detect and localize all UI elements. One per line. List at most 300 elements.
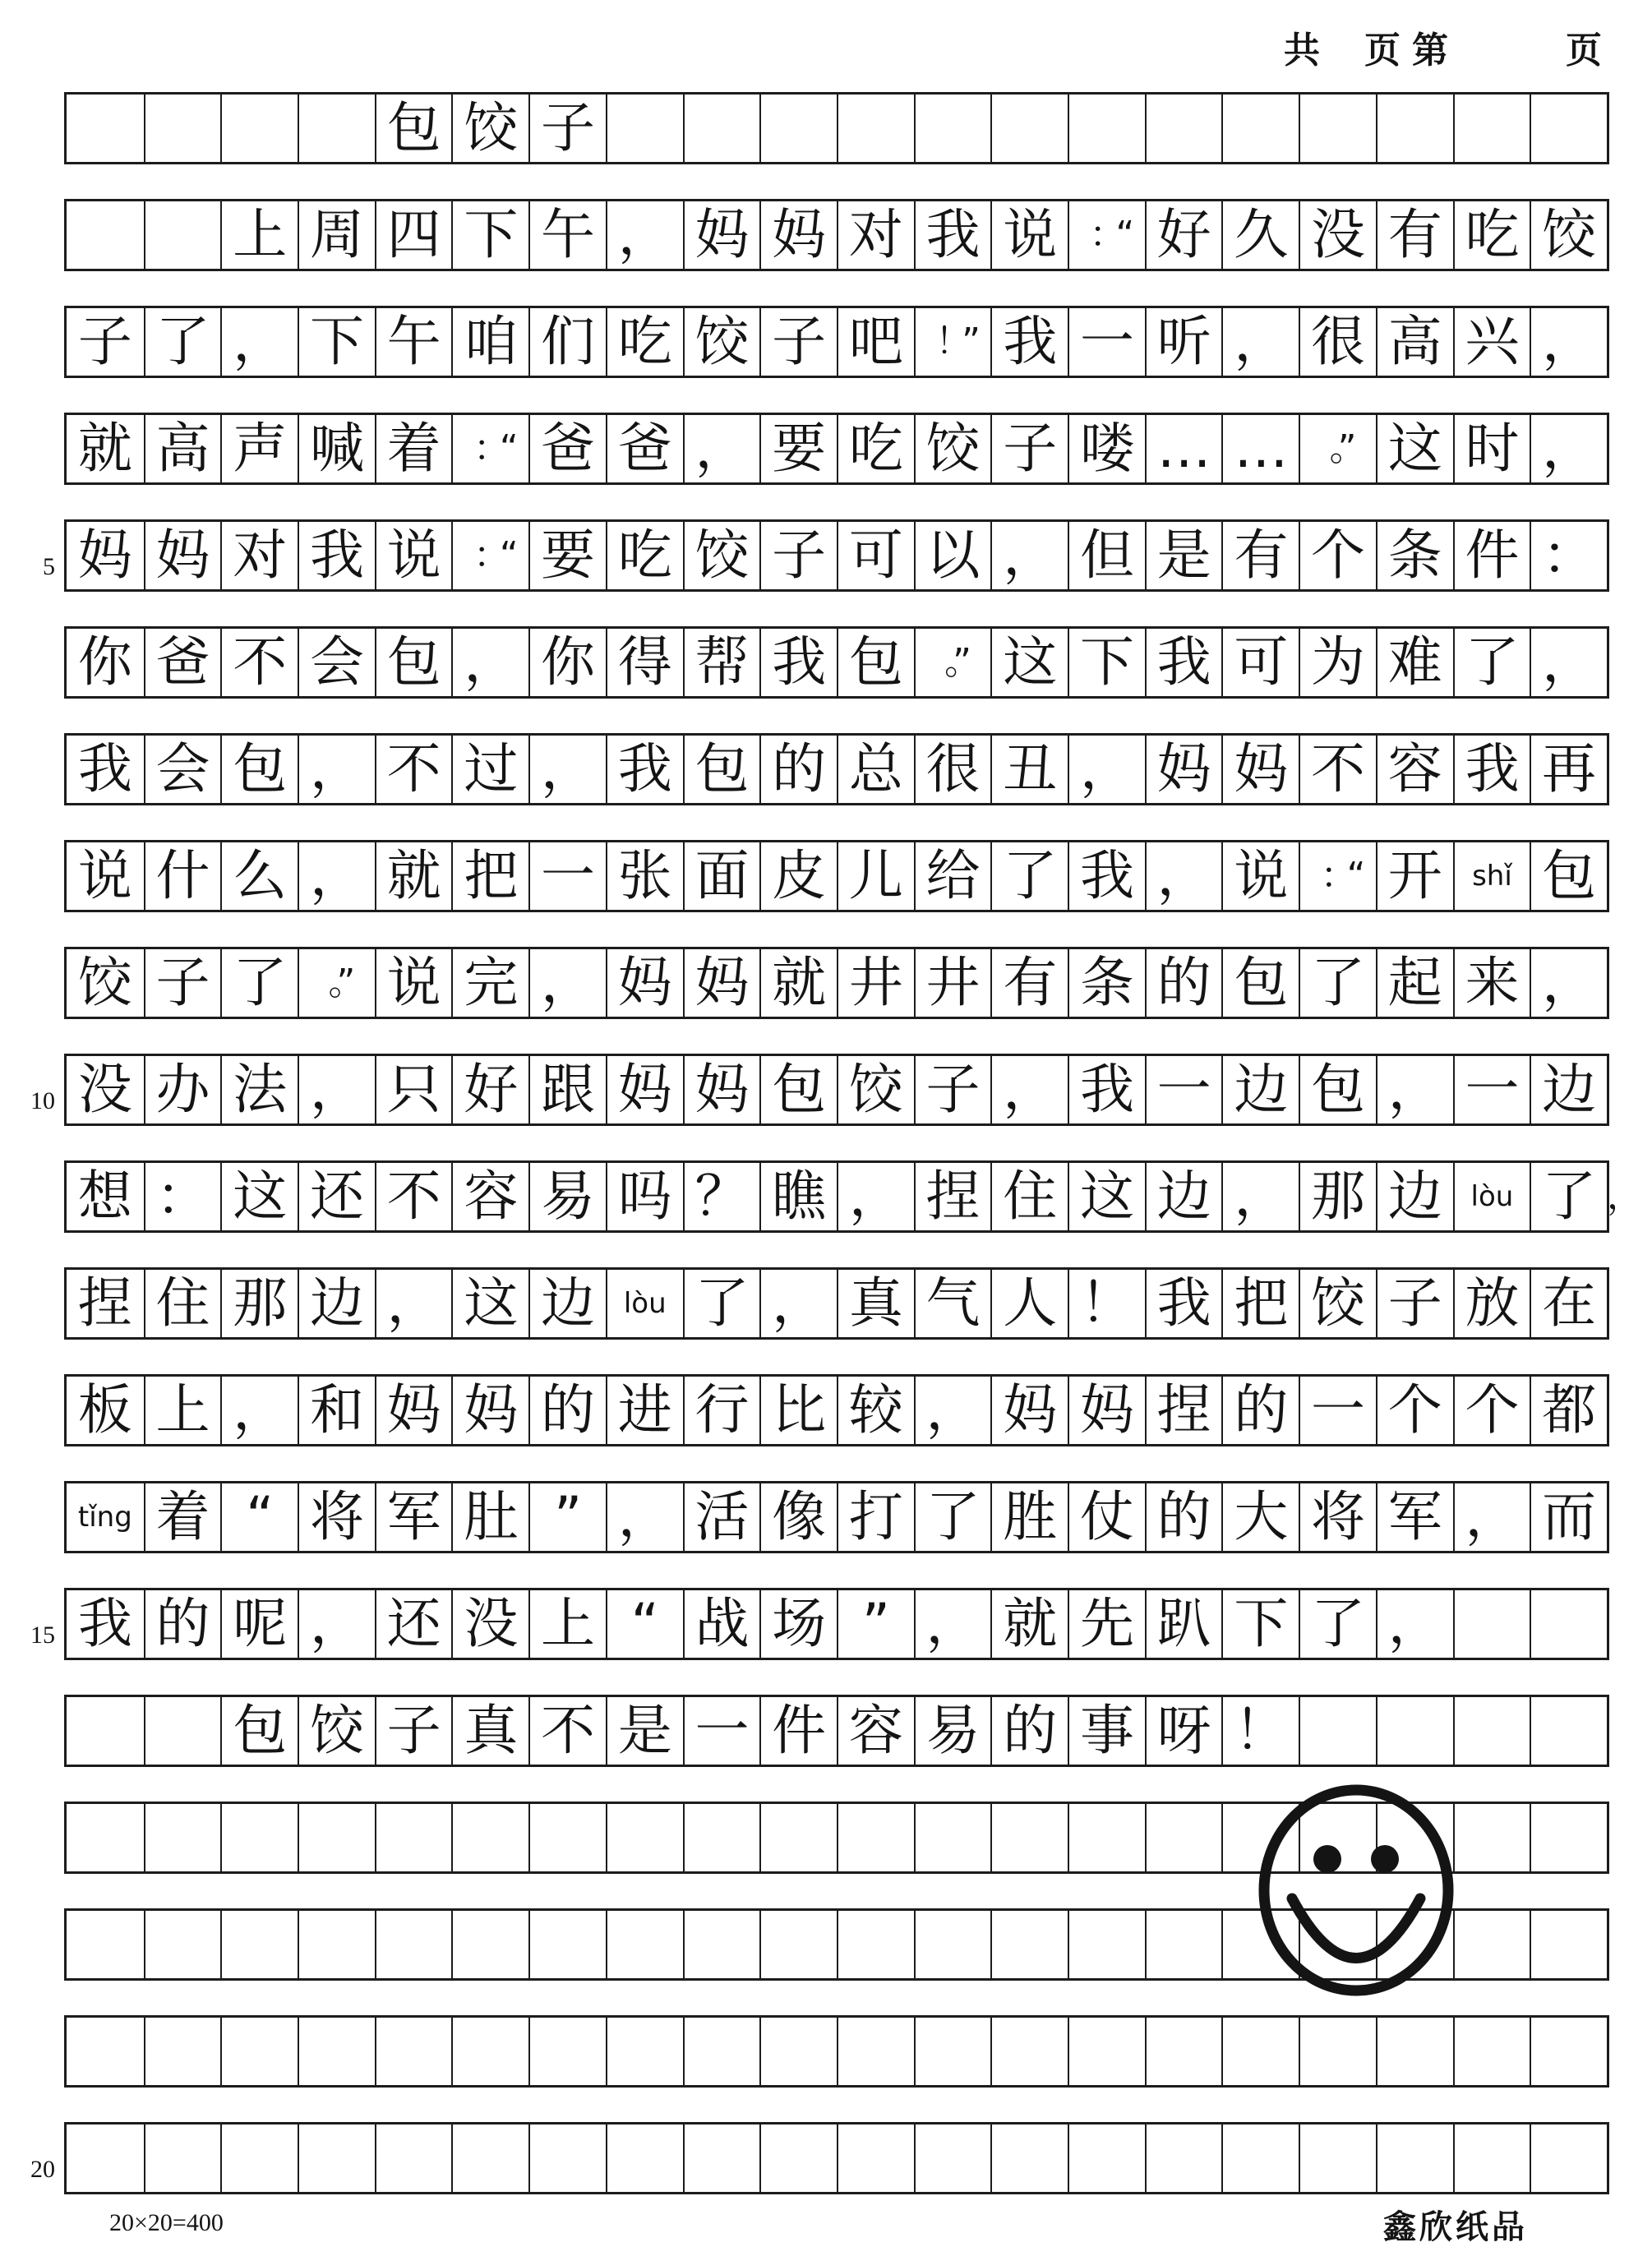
handwritten-character: 都	[1530, 1377, 1607, 1444]
empty-grid-cell	[1221, 2125, 1299, 2192]
handwritten-character: 个	[1453, 1377, 1530, 1444]
handwritten-character: 你	[528, 629, 606, 696]
handwritten-character: 饺	[1530, 201, 1607, 269]
handwritten-character: 爸	[606, 415, 683, 482]
handwritten-character: 了	[1453, 629, 1530, 696]
empty-grid-cell	[375, 1804, 452, 1871]
empty-grid-cell	[1376, 1697, 1453, 1765]
handwritten-character: 人	[990, 1270, 1068, 1337]
handwritten-character: 瞧	[759, 1163, 837, 1230]
handwritten-character: 还	[375, 1590, 452, 1658]
handwritten-character: 张	[606, 842, 683, 910]
empty-grid-cell	[759, 2125, 837, 2192]
handwritten-character: ，	[220, 1377, 298, 1444]
empty-grid-cell	[759, 1804, 837, 1871]
handwritten-character: ！	[1068, 1270, 1145, 1337]
handwritten-character: 仗	[1068, 1483, 1145, 1551]
handwritten-character: 再	[1530, 736, 1607, 803]
handwritten-character: 饺	[77, 951, 132, 1014]
handwritten-character: 好	[1145, 201, 1222, 269]
empty-grid-cell	[837, 2125, 914, 2192]
handwritten-character: 子	[528, 95, 606, 162]
grid-row	[64, 1374, 1609, 1446]
handwritten-character: 很	[1299, 308, 1376, 376]
handwritten-character: 边	[528, 1270, 606, 1337]
handwritten-character: 下	[451, 201, 528, 269]
handwritten-character: 包	[220, 736, 298, 803]
handwritten-character: 包	[375, 629, 452, 696]
handwritten-character: 饺	[451, 95, 528, 162]
empty-grid-cell	[1068, 1804, 1145, 1871]
empty-grid-cell	[837, 1911, 914, 1978]
handwritten-character: 下	[298, 308, 375, 376]
handwritten-character: 打	[837, 1483, 914, 1551]
empty-grid-cell	[1145, 1911, 1222, 1978]
handwritten-character: 了	[990, 842, 1068, 910]
empty-grid-cell	[914, 2018, 991, 2085]
handwritten-character: 条	[1376, 522, 1453, 589]
grid-row	[30, 1588, 1609, 1660]
handwritten-character: ：	[1530, 522, 1607, 589]
handwritten-character: 了	[914, 1483, 991, 1551]
line-number-label: 5	[43, 553, 55, 580]
handwritten-character: 的	[759, 736, 837, 803]
handwritten-character: ：“	[451, 522, 528, 589]
empty-grid-cell	[683, 1911, 760, 1978]
handwritten-character: 吃	[837, 415, 914, 482]
empty-grid-cell	[528, 2018, 606, 2085]
handwritten-character: 军	[1376, 1483, 1453, 1551]
handwritten-character: 面	[683, 842, 760, 910]
handwritten-character: ：	[144, 1163, 221, 1230]
line-number-label: 20	[30, 2156, 55, 2183]
handwritten-character: 。”	[914, 629, 991, 696]
empty-grid-cell	[1221, 95, 1299, 162]
handwritten-character: 呀	[1145, 1697, 1222, 1765]
empty-grid-cell	[606, 2125, 683, 2192]
paper-brand-label: 鑫欣纸品	[1383, 2208, 1528, 2246]
empty-grid-cell	[606, 2018, 683, 2085]
handwritten-character: 难	[1376, 629, 1453, 696]
handwritten-character: 帮	[683, 629, 760, 696]
handwritten-character: ，	[528, 736, 606, 803]
empty-grid-cell	[1453, 2018, 1530, 2085]
handwritten-character: 子	[144, 949, 221, 1017]
handwritten-character: 我	[759, 629, 837, 696]
empty-grid-cell	[375, 1911, 452, 1978]
handwritten-character: 午	[375, 308, 452, 376]
handwritten-character: ”	[528, 1483, 606, 1551]
handwritten-character: 不	[528, 1697, 606, 1765]
handwritten-character: 想	[77, 1165, 132, 1228]
handwritten-character: 妈	[683, 1056, 760, 1123]
handwritten-character: 条	[1068, 949, 1145, 1017]
handwritten-character: 喊	[298, 415, 375, 482]
handwritten-character: 的	[1145, 949, 1222, 1017]
handwritten-character: …	[1221, 415, 1299, 482]
empty-grid-cell	[144, 1804, 221, 1871]
empty-grid-cell	[837, 95, 914, 162]
empty-grid-cell	[1530, 2125, 1607, 2192]
empty-grid-cell	[1453, 1697, 1530, 1765]
handwritten-character: 你	[77, 630, 132, 694]
handwritten-character: ，	[298, 1056, 375, 1123]
handwritten-character: 场	[759, 1590, 837, 1658]
handwritten-character: 一	[1299, 1377, 1376, 1444]
handwritten-character: 听	[1145, 308, 1222, 376]
handwritten-character: 说	[375, 949, 452, 1017]
empty-grid-cell	[914, 1911, 991, 1978]
handwritten-character: 周	[298, 201, 375, 269]
handwritten-character: 妈	[144, 522, 221, 589]
handwritten-character: 上	[528, 1590, 606, 1658]
handwritten-character: 给	[914, 842, 991, 910]
empty-grid-cell	[1530, 95, 1607, 162]
handwritten-character: 饺	[683, 308, 760, 376]
empty-grid-cell	[1453, 95, 1530, 162]
handwritten-character: 我	[1068, 842, 1145, 910]
handwritten-character: 把	[1221, 1270, 1299, 1337]
total-pages-label: 共	[1284, 30, 1320, 72]
grid-row	[64, 306, 1609, 378]
handwritten-character: …	[1145, 415, 1222, 482]
empty-grid-cell	[990, 2018, 1068, 2085]
empty-grid-cell	[683, 1804, 760, 1871]
empty-grid-cell	[220, 2018, 298, 2085]
empty-grid-cell	[837, 2018, 914, 2085]
handwritten-character: 这	[1068, 1163, 1145, 1230]
line-number-label: 10	[30, 1087, 55, 1114]
empty-grid-cell	[67, 2018, 144, 2085]
handwritten-character: 那	[220, 1270, 298, 1337]
handwritten-character: 是	[1145, 522, 1222, 589]
handwritten-character: ，	[990, 522, 1068, 589]
empty-grid-cell	[1068, 1911, 1145, 1978]
handwritten-character: 气	[914, 1270, 991, 1337]
empty-grid-cell	[298, 1911, 375, 1978]
handwritten-character: 容	[451, 1163, 528, 1230]
handwritten-character: 妈	[683, 949, 760, 1017]
handwritten-character: 吃	[606, 308, 683, 376]
handwritten-character: ，	[759, 1270, 837, 1337]
handwritten-character: 个	[1376, 1377, 1453, 1444]
handwritten-character: 的	[144, 1590, 221, 1658]
handwritten-character: 高	[1376, 308, 1453, 376]
handwritten-character: 我	[1145, 629, 1222, 696]
empty-grid-cell	[528, 1804, 606, 1871]
handwritten-character: 捏	[77, 1271, 132, 1335]
empty-grid-cell	[144, 1911, 221, 1978]
handwritten-character: ，	[683, 415, 760, 482]
handwritten-character: 起	[1376, 949, 1453, 1017]
handwritten-character: 我	[77, 1592, 132, 1655]
handwritten-character: 大	[1221, 1483, 1299, 1551]
handwritten-character: 妈	[990, 1377, 1068, 1444]
handwritten-character: 妈	[1068, 1377, 1145, 1444]
empty-grid-cell	[1145, 2018, 1222, 2085]
handwritten-character: 行	[683, 1377, 760, 1444]
empty-grid-cell	[298, 95, 375, 162]
handwritten-character: 包	[1530, 842, 1607, 910]
handwritten-character: 我	[990, 308, 1068, 376]
handwritten-character: 肚	[451, 1483, 528, 1551]
handwritten-character: 妈	[759, 201, 837, 269]
empty-grid-cell	[144, 95, 221, 162]
handwritten-character: 不	[220, 629, 298, 696]
handwritten-character: 的	[1145, 1483, 1222, 1551]
handwritten-character: 妈	[683, 201, 760, 269]
handwritten-character: ”	[837, 1590, 914, 1658]
handwritten-character: 子	[77, 310, 132, 373]
handwritten-character: 着	[375, 415, 452, 482]
handwritten-character: 上	[144, 1377, 221, 1444]
handwritten-character: 这	[451, 1270, 528, 1337]
empty-grid-cell	[1530, 1590, 1607, 1658]
handwritten-character: ，	[375, 1270, 452, 1337]
empty-grid-cell	[1376, 2125, 1453, 2192]
handwritten-character: 和	[298, 1377, 375, 1444]
handwritten-character: 较	[837, 1377, 914, 1444]
empty-grid-cell	[1145, 95, 1222, 162]
grid-row	[64, 413, 1609, 485]
handwritten-character: 饺	[1299, 1270, 1376, 1337]
handwritten-character: 真	[451, 1697, 528, 1765]
left-eye	[1313, 1845, 1341, 1873]
handwritten-character: ，	[914, 1377, 991, 1444]
empty-grid-cell	[990, 95, 1068, 162]
handwritten-character: 事	[1068, 1697, 1145, 1765]
handwritten-character: 久	[1221, 201, 1299, 269]
empty-grid-cell	[683, 95, 760, 162]
handwritten-character: 比	[759, 1377, 837, 1444]
handwritten-character: 来	[1453, 949, 1530, 1017]
empty-grid-cell	[451, 2125, 528, 2192]
empty-grid-cell	[759, 95, 837, 162]
grid-row	[64, 2015, 1609, 2088]
handwritten-character: 妈	[77, 524, 132, 587]
handwritten-character: 吧	[837, 308, 914, 376]
smiley-face-icon	[1249, 1779, 1463, 2001]
handwritten-character: 的	[1221, 1377, 1299, 1444]
handwritten-character: 饺	[683, 522, 760, 589]
handwritten-character: 就	[77, 417, 132, 480]
handwritten-character: 易	[914, 1697, 991, 1765]
handwritten-character: ，	[1221, 1163, 1299, 1230]
handwritten-character: 容	[837, 1697, 914, 1765]
handwritten-character: 但	[1068, 522, 1145, 589]
handwritten-character: 一	[1068, 308, 1145, 376]
grid-row	[64, 1695, 1609, 1767]
handwritten-character: 住	[144, 1270, 221, 1337]
handwritten-character: 井	[914, 949, 991, 1017]
handwritten-character: 容	[1376, 736, 1453, 803]
handwritten-character: 胜	[990, 1483, 1068, 1551]
handwritten-character: 边	[1145, 1163, 1222, 1230]
handwritten-character: 妈	[606, 1056, 683, 1123]
handwritten-character: 包	[1299, 1056, 1376, 1123]
grid-row	[64, 1160, 1643, 1233]
grid-row	[64, 1267, 1609, 1340]
handwritten-character: 丑	[990, 736, 1068, 803]
handwritten-character: 上	[220, 201, 298, 269]
handwritten-character: 易	[528, 1163, 606, 1230]
handwritten-character: 着	[144, 1483, 221, 1551]
handwritten-character: 板	[77, 1378, 132, 1442]
handwritten-character: 没	[1299, 201, 1376, 269]
handwritten-character: 就	[375, 842, 452, 910]
empty-grid-cell	[298, 2125, 375, 2192]
handwritten-character: 是	[606, 1697, 683, 1765]
handwritten-character: 在	[1530, 1270, 1607, 1337]
handwritten-character: 我	[914, 201, 991, 269]
handwritten-character: ，	[606, 1483, 683, 1551]
handwritten-character: 有	[990, 949, 1068, 1017]
handwritten-character: 有	[1221, 522, 1299, 589]
handwritten-character: 什	[144, 842, 221, 910]
handwritten-character: 军	[375, 1483, 452, 1551]
handwritten-character: 活	[683, 1483, 760, 1551]
empty-grid-cell	[375, 2125, 452, 2192]
handwritten-character: 皮	[759, 842, 837, 910]
handwritten-character: 可	[1221, 629, 1299, 696]
handwritten-character: 我	[298, 522, 375, 589]
handwritten-character: 。”	[1299, 415, 1376, 482]
empty-grid-cell	[606, 1804, 683, 1871]
handwritten-character: 先	[1068, 1590, 1145, 1658]
grid-row	[30, 2122, 1609, 2194]
empty-grid-cell	[683, 2018, 760, 2085]
empty-grid-cell	[1299, 95, 1376, 162]
empty-grid-cell	[759, 2018, 837, 2085]
empty-grid-cell	[220, 1804, 298, 1871]
handwritten-character: 兴	[1453, 308, 1530, 376]
handwritten-character: 饺	[914, 415, 991, 482]
handwritten-character: 办	[144, 1056, 221, 1123]
empty-grid-cell	[1299, 1697, 1376, 1765]
handwritten-character: 包	[759, 1056, 837, 1123]
handwritten-character: 说	[990, 201, 1068, 269]
empty-grid-cell	[1068, 2018, 1145, 2085]
handwritten-character: 捏	[914, 1163, 991, 1230]
handwritten-character: 边	[1530, 1056, 1607, 1123]
handwritten-character: 的	[990, 1697, 1068, 1765]
handwritten-character: ，	[1530, 415, 1607, 482]
empty-grid-cell	[144, 2125, 221, 2192]
handwritten-character: 妈	[606, 949, 683, 1017]
handwritten-character: 吃	[606, 522, 683, 589]
empty-grid-cell	[759, 1911, 837, 1978]
empty-grid-cell	[914, 1804, 991, 1871]
handwritten-character: 没	[77, 1058, 132, 1121]
right-eye	[1371, 1845, 1399, 1873]
handwritten-character: 呢	[220, 1590, 298, 1658]
handwritten-character: 包	[220, 1697, 298, 1765]
empty-grid-cell	[1376, 2018, 1453, 2085]
empty-grid-cell	[1145, 2125, 1222, 2192]
handwritten-character: 捏	[1145, 1377, 1222, 1444]
handwritten-character: 不	[375, 736, 452, 803]
empty-grid-cell	[1145, 1804, 1222, 1871]
handwritten-character: ：“	[1299, 842, 1376, 910]
handwritten-character: 说	[77, 844, 132, 907]
handwritten-character: 一	[683, 1697, 760, 1765]
handwritten-character: 一	[1453, 1056, 1530, 1123]
handwritten-character: 饺	[837, 1056, 914, 1123]
handwritten-character: 没	[451, 1590, 528, 1658]
handwritten-character: 就	[759, 949, 837, 1017]
empty-grid-cell	[298, 2018, 375, 2085]
handwritten-character: 子	[1376, 1270, 1453, 1337]
handwritten-character: ，	[1376, 1056, 1453, 1123]
handwritten-character: 妈	[375, 1377, 452, 1444]
handwritten-character: 爸	[528, 415, 606, 482]
empty-grid-cell	[144, 2018, 221, 2085]
handwritten-character: 说	[375, 522, 452, 589]
handwritten-character: 子	[759, 308, 837, 376]
handwritten-character: lòu	[1453, 1163, 1530, 1230]
handwritten-character: 井	[837, 949, 914, 1017]
handwritten-character: 饺	[298, 1697, 375, 1765]
grid-row	[64, 199, 1609, 271]
handwritten-character: 子	[759, 522, 837, 589]
handwritten-character: ：“	[1068, 201, 1145, 269]
handwritten-character: 子	[914, 1056, 991, 1123]
empty-grid-cell	[451, 2018, 528, 2085]
handwritten-character: 下	[1221, 1590, 1299, 1658]
margin-punctuation: ，	[1607, 1175, 1643, 1217]
empty-grid-cell	[990, 1911, 1068, 1978]
grid-spec-label: 20×20=400	[109, 2209, 224, 2236]
handwritten-character: ，	[1068, 736, 1145, 803]
handwritten-character: 子	[990, 415, 1068, 482]
handwritten-character: 吃	[1453, 201, 1530, 269]
handwritten-character: ，	[298, 842, 375, 910]
handwritten-character: 时	[1453, 415, 1530, 482]
handwritten-character: 总	[837, 736, 914, 803]
handwritten-character: 个	[1299, 522, 1376, 589]
empty-grid-cell	[1068, 95, 1145, 162]
handwritten-character: 不	[1299, 736, 1376, 803]
handwritten-character: 像	[759, 1483, 837, 1551]
grid-row	[30, 1054, 1609, 1126]
handwritten-character: 会	[144, 736, 221, 803]
empty-grid-cell	[220, 1911, 298, 1978]
grid-row	[43, 519, 1609, 592]
handwritten-character: 得	[606, 629, 683, 696]
handwritten-character: ？	[683, 1163, 760, 1230]
empty-grid-cell	[914, 95, 991, 162]
empty-grid-cell	[1453, 1911, 1530, 1978]
empty-grid-cell	[1530, 1697, 1607, 1765]
empty-grid-cell	[67, 1911, 144, 1978]
smile-mouth	[1292, 1898, 1420, 1958]
handwritten-character: 法	[220, 1056, 298, 1123]
handwritten-character: 把	[451, 842, 528, 910]
empty-grid-cell	[220, 95, 298, 162]
handwritten-character: 件	[1453, 522, 1530, 589]
handwritten-character: 咱	[451, 308, 528, 376]
handwritten-character: 那	[1299, 1163, 1376, 1230]
empty-grid-cell	[1299, 2018, 1376, 2085]
handwritten-character: 要	[528, 522, 606, 589]
handwritten-character: 真	[837, 1270, 914, 1337]
empty-grid-cell	[528, 2125, 606, 2192]
handwritten-character: 么	[220, 842, 298, 910]
handwritten-character: ，	[298, 1590, 375, 1658]
empty-grid-cell	[1221, 2018, 1299, 2085]
handwritten-character: 跟	[528, 1056, 606, 1123]
handwritten-character: 为	[1299, 629, 1376, 696]
